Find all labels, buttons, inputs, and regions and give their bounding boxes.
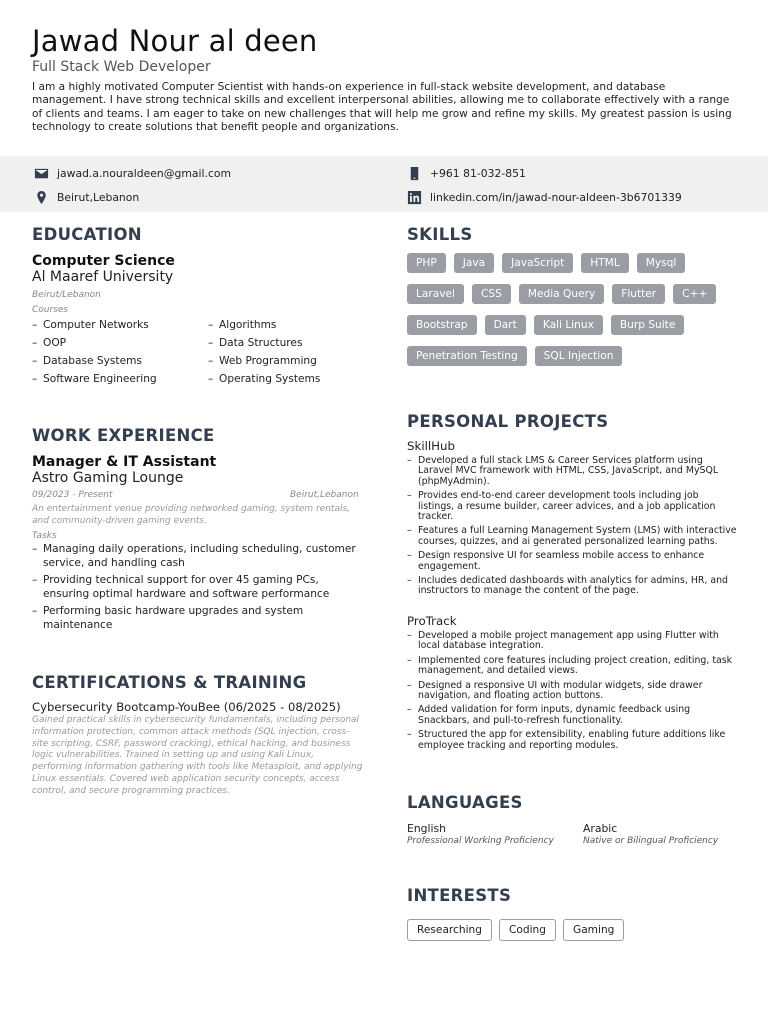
interest-tag: Gaming [563, 919, 624, 941]
contact-location [33, 189, 139, 205]
contact-location-text: Beirut,Lebanon [57, 190, 140, 204]
work-title: WORK EXPERIENCE [32, 426, 215, 445]
contact-bar [0, 156, 768, 212]
languages-title: LANGUAGES [407, 793, 523, 812]
contact-phone-text: +961 81-032-851 [430, 166, 526, 180]
language-name: English [407, 822, 446, 835]
skill-tag: Penetration Testing [407, 346, 527, 366]
phone-icon [406, 165, 422, 181]
candidate-role: Full Stack Web Developer [32, 59, 211, 75]
skill-tag: Dart [485, 315, 526, 335]
course-item: – Operating Systems [208, 373, 320, 391]
education-title: EDUCATION [32, 225, 142, 244]
skills-title: SKILLS [407, 225, 473, 244]
project-bullet: – Structured the app for extensibility, enabling future additions like employee tracking and reporting modules. [407, 730, 737, 751]
course-item: – OOP [32, 337, 157, 355]
project-bullet: – Provides end-to-end career development tools including job listings, a resume builder, career advices, and a job application tracker. [407, 491, 737, 522]
cert-title: Cybersecurity Bootcamp-YouBee (06/2025 - 08/2025) [32, 700, 341, 714]
job-company: Astro Gaming Lounge [32, 470, 184, 486]
task-item: – Managing daily operations, including scheduling, customer service, and handling cash [32, 543, 362, 570]
language-level: Professional Working Proficiency [407, 836, 554, 846]
project-bullet: – Includes dedicated dashboards with analytics for admins, HR, and instructors to manage the content of the page. [407, 576, 737, 597]
job-date: 09/2023 - Present [32, 490, 113, 500]
education-school: Al Maaref University [32, 269, 174, 285]
education-degree: Computer Science [32, 253, 175, 269]
project-bullet: – Developed a full stack LMS & Career Services platform using Laravel MVC framework with HTML, CSS, JavaScript, and MySQL (phpMyAdmin). [407, 456, 737, 487]
contact-linkedin-text: linkedin.com/in/jawad-nour-aldeen-3b6701339 [430, 190, 682, 204]
interests-title: INTERESTS [407, 886, 512, 905]
job-title: Manager & IT Assistant [32, 454, 217, 470]
job-description: An entertainment venue providing networked gaming, system rentals, and community-driven gaming events. [32, 504, 351, 526]
skill-tag: SQL Injection [535, 346, 623, 366]
project-bullet: – Designed a responsive UI with modular widgets, side drawer navigation, and floating action buttons. [407, 681, 737, 702]
interest-tag: Coding [499, 919, 556, 941]
course-item: – Data Structures [208, 337, 320, 355]
courses-right-list [208, 319, 320, 391]
course-item: – Database Systems [32, 355, 157, 373]
education-location: Beirut/Lebanon [32, 290, 101, 300]
cert-description: Gained practical skills in cybersecurity fundamentals, including personal information protection, common attack methods (SQL injection, cross-site scripting, CSRF, password cracking), ethical hacking, and business logic vulnerabilities. Trained in setting up and using Kali Linux, performing information gathering with tools like Metasploit, and applying Linux essentials. Covered web application security concepts, access control, and secure programming practices. [32, 715, 363, 796]
interests-list [407, 919, 631, 941]
language-name: Arabic [583, 822, 618, 835]
email-icon [33, 165, 49, 181]
project-bullets-protrack [407, 631, 737, 755]
skill-tag: Java [454, 253, 494, 273]
language-level: Native or Bilingual Proficiency [583, 836, 719, 846]
project-name-protrack: ProTrack [407, 614, 457, 628]
skill-tag: Kali Linux [534, 315, 603, 335]
projects-title: PERSONAL PROJECTS [407, 412, 609, 431]
interest-tag: Researching [407, 919, 492, 941]
contact-linkedin[interactable] [406, 189, 682, 205]
project-bullet: – Design responsive UI for seamless mobile access to enhance engagement. [407, 551, 737, 572]
skill-tag: CSS [472, 284, 511, 304]
contact-email[interactable] [33, 165, 231, 181]
skill-tag: Laravel [407, 284, 464, 304]
contact-phone[interactable] [406, 165, 526, 181]
project-bullet: – Added validation for form inputs, dynamic feedback using Snackbars, and pull-to-refresh functionality. [407, 705, 737, 726]
candidate-name: Jawad Nour al deen [32, 24, 318, 58]
course-item: – Software Engineering [32, 373, 157, 391]
project-bullet: – Features a full Learning Management System (LMS) with interactive courses, quizzes, and ai generated personalized learning paths. [407, 526, 737, 547]
linkedin-icon [406, 189, 422, 205]
task-item: – Providing technical support for over 45 gaming PCs, ensuring optimal hardware and software performance [32, 574, 362, 601]
certifications-title: CERTIFICATIONS & TRAINING [32, 673, 307, 692]
task-item: – Performing basic hardware upgrades and system maintenance [32, 605, 362, 632]
project-bullet: – Implemented core features including project creation, editing, task management, and detailed views. [407, 656, 737, 677]
skill-tag: Burp Suite [611, 315, 684, 335]
project-name-skillhub: SkillHub [407, 439, 455, 453]
skill-tag: Mysql [637, 253, 686, 273]
course-item: – Computer Networks [32, 319, 157, 337]
courses-label: Courses [32, 305, 69, 315]
tasks-label: Tasks [32, 531, 57, 541]
courses-left-list [32, 319, 157, 391]
skill-tag: PHP [407, 253, 446, 273]
job-location: Beirut,Lebanon [290, 490, 359, 500]
location-icon [33, 189, 49, 205]
skills-list [407, 253, 737, 377]
skill-tag: C++ [673, 284, 716, 304]
course-item: – Algorithms [208, 319, 320, 337]
summary-text: I am a highly motivated Computer Scientist with hands-on experience in full-stack website development, and database management. I have strong technical skills and excellent interpersonal abilities, allowing me to collaborate effectively with a range of clients and teams. I am eager to take on new challenges that will help me grow and refine my skills. My greatest passion is using technology to create solutions that benefit people and organizations. [32, 81, 732, 134]
contact-email-text: jawad.a.nouraldeen@gmail.com [57, 166, 231, 180]
skill-tag: HTML [581, 253, 628, 273]
project-bullet: – Developed a mobile project management app using Flutter with local database integration. [407, 631, 737, 652]
skill-tag: Flutter [612, 284, 665, 304]
course-item: – Web Programming [208, 355, 320, 373]
project-bullets-skillhub [407, 456, 737, 601]
skill-tag: Bootstrap [407, 315, 477, 335]
skill-tag: Media Query [519, 284, 604, 304]
skill-tag: JavaScript [502, 253, 573, 273]
job-tasks-list [32, 543, 362, 636]
